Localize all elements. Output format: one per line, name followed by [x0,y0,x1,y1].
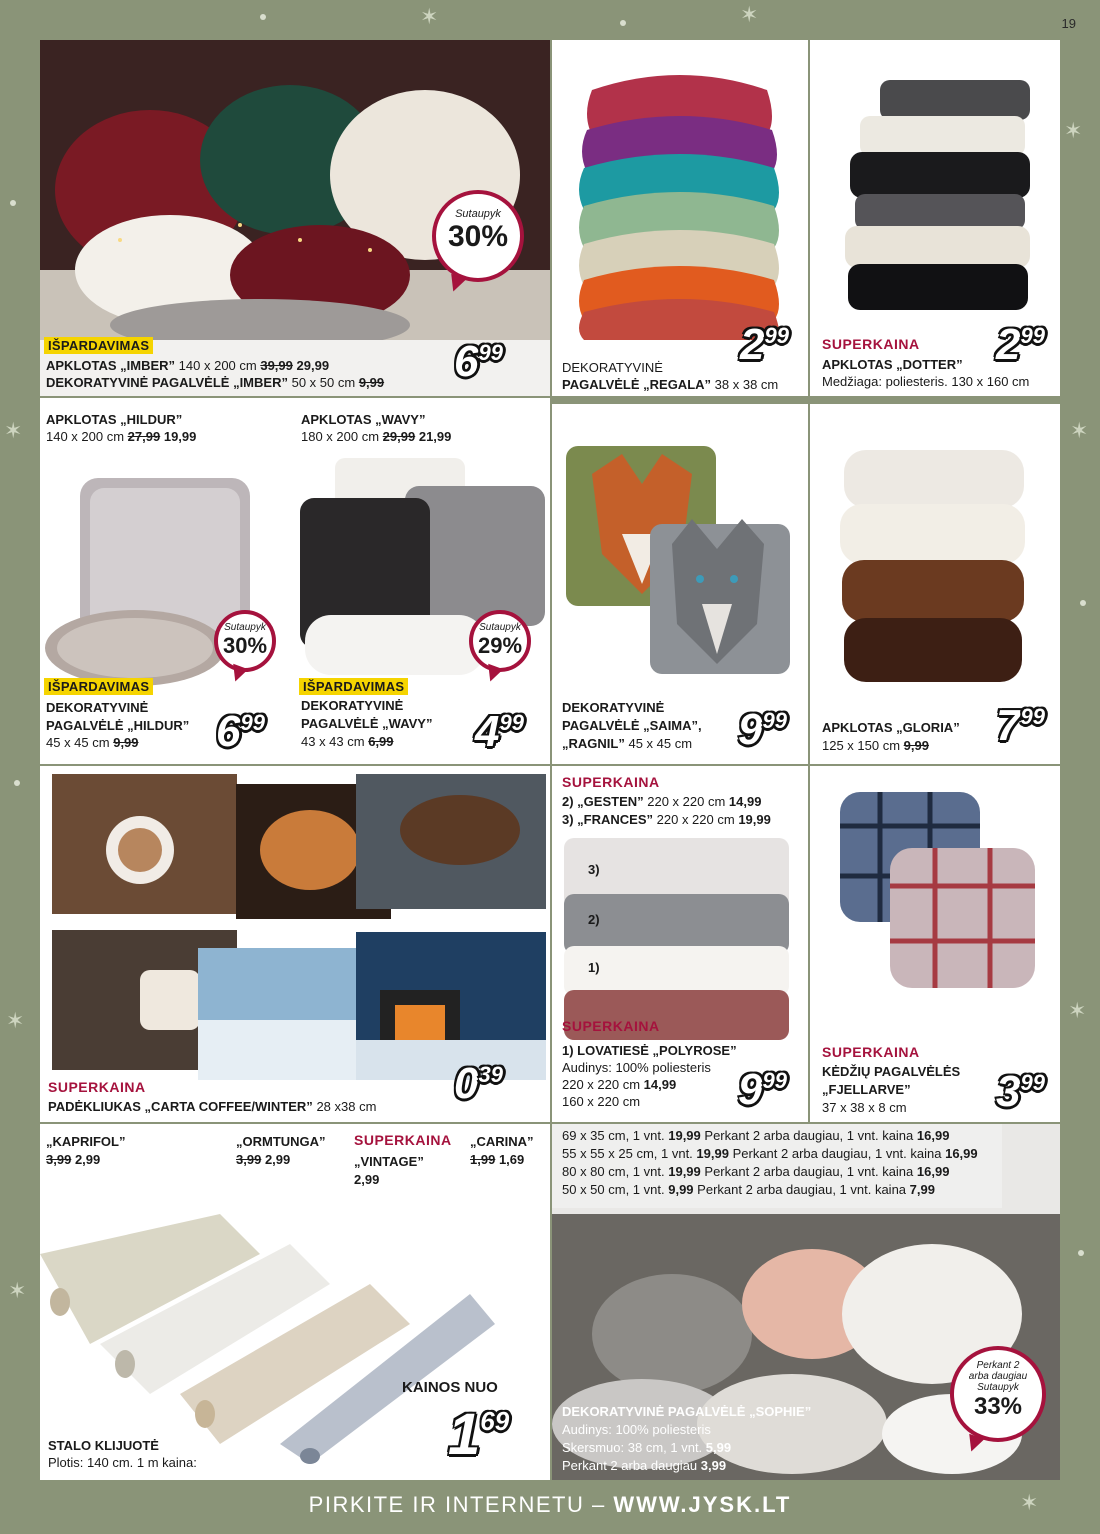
regala-panel[interactable] [552,40,808,396]
superkaina-label: SUPERKAINA [354,1132,452,1148]
new-price: 19,99 [163,429,197,444]
gesten-line [562,794,761,810]
tablecloth-price [448,1402,510,1467]
kaprifol-name [46,1134,125,1150]
price-integer: 6 [454,337,479,386]
hildur-line1 [46,700,148,716]
product-size: 80 x 80 cm, 1 vnt. [562,1164,665,1179]
polyrose-name [562,1043,737,1059]
imber-price [454,337,503,386]
vintage-name [354,1154,424,1170]
price-integer: 9 [738,1065,763,1114]
product-name: „ORMTUNGA” [236,1134,326,1149]
star-icon: ✶ [1070,418,1089,443]
price-integer: 4 [475,707,500,756]
dot-decoration [14,780,20,786]
badge-percent: 33% [973,1393,1023,1420]
hildur-top-price [46,429,196,445]
tablecloth-title [48,1438,159,1454]
product-size: 140 x 200 cm [46,429,125,444]
carta-name [48,1099,468,1115]
product-name: PAGALVĖLĖ „HILDUR” [46,718,190,733]
product-size: 69 x 35 cm, 1 vnt. [562,1128,665,1143]
saima-line1 [562,700,664,716]
price-decimal: 99 [1020,323,1045,348]
offer-price: 16,99 [916,1164,950,1179]
dotter-name [822,357,963,373]
offer-price: 7,99 [909,1182,935,1197]
product-price: 14,99 [643,1077,677,1092]
old-price: 3,99 [236,1152,262,1167]
old-price: 1,99 [470,1152,496,1167]
old-price: 9,99 [903,738,929,753]
imber-panel[interactable] [40,40,550,396]
dot-decoration [620,20,626,26]
product-name: „KAPRIFOL” [46,1134,126,1149]
saima-line2 [562,718,702,734]
product-name: PAGALVĖLĖ „SAIMA”, [562,718,702,733]
superkaina-label: SUPERKAINA [822,1044,920,1060]
badge-prefix: Sutaupyk [479,622,521,633]
dotter-panel[interactable] [810,40,1060,396]
new-price: 1,69 [498,1152,525,1167]
fjellarve-size: 37 x 38 x 8 cm [822,1100,907,1115]
badge-line: Perkant 2 [976,1360,1020,1371]
price-decimal: 99 [478,340,503,365]
old-price: 39,99 [260,358,293,373]
sale-tag: IŠPARDAVIMAS [299,678,408,695]
offer-price: 16,99 [916,1128,950,1143]
price-decimal: 99 [499,710,524,735]
ormtunga-name [236,1134,326,1150]
carina-price [470,1152,524,1168]
wavy-discount-badge [469,610,531,672]
product-line: KĖDŽIŲ PAGALVĖLĖS [822,1064,961,1079]
superkaina-label: SUPERKAINA [822,336,920,352]
star-icon: ✶ [4,418,23,443]
imber-line2 [46,375,486,391]
sophie-name [562,1404,811,1420]
price-integer: 2 [996,320,1021,369]
sophie-discount-badge [950,1346,1046,1442]
regala-line1: DEKORATYVINĖ [562,360,663,375]
product-name: „FJELLARVE” [822,1082,911,1097]
imber-line1 [46,358,466,374]
product-name: APKLOTAS „HILDUR” [46,412,183,427]
price-integer: 9 [738,705,763,754]
polyrose-panel[interactable] [552,766,808,1122]
old-price: 27,99 [127,429,161,444]
variant-marker: 2) [588,912,600,927]
page-number: 19 [1061,16,1076,31]
fjellarve-panel[interactable] [810,766,1060,1122]
product-size: 45 x 45 cm [628,736,693,751]
star-icon: ✶ [6,1008,25,1033]
product-name: STALO KLIJUOTĖ [48,1438,159,1453]
polyrose-price [738,1065,787,1114]
tablecloth-desc: Plotis: 140 cm. 1 m kaina: [48,1455,197,1470]
regala-product-image [552,40,808,340]
offer-text: Perkant 2 arba daugiau, 1 vnt. kaina [704,1164,914,1179]
fjellarve-line2 [822,1082,911,1098]
product-name: APKLOTAS „GLORIA” [822,720,960,735]
hildur-price [216,707,265,756]
polyrose-size2: 160 x 220 cm [562,1094,641,1109]
carta-price [454,1059,503,1108]
product-size: 50 x 50 cm, 1 vnt. [562,1182,665,1197]
price-decimal: 99 [240,710,265,735]
badge-prefix: Sutaupyk [224,622,266,633]
price-decimal: 99 [1020,1070,1045,1095]
old-price: 9,99 [358,375,385,390]
variant-marker: 1) [588,960,600,975]
product-name: APKLOTAS „IMBER” [46,358,176,373]
saima-product-image [552,414,808,694]
sophie-panel[interactable] [552,1124,1060,1480]
prices-from-label: KAINOS NUO [402,1379,498,1396]
star-icon: ✶ [740,2,759,27]
footer-link[interactable]: WWW.JYSK.LT [613,1492,792,1517]
price-integer: 3 [996,1067,1021,1116]
hildur-size [46,735,139,751]
offer-price: 16,99 [945,1146,978,1161]
offer-price: 3,99 [700,1458,727,1473]
product-size: 45 x 45 cm [46,735,110,750]
product-name: APKLOTAS „WAVY” [301,412,426,427]
product-size: 50 x 50 cm [291,375,356,390]
vintage-price [354,1172,379,1188]
star-icon: ✶ [1068,998,1087,1023]
badge-percent: 29% [477,633,523,658]
fjellarve-product-image [810,776,1060,1036]
price-decimal: 39 [478,1062,503,1087]
hildur-top-name [46,412,182,428]
star-icon: ✶ [420,4,439,29]
price-decimal: 99 [764,323,789,348]
frances-line [562,812,771,828]
product-name: DEKORATYVINĖ PAGALVĖLĖ „IMBER” [46,375,288,390]
product-name: „RAGNIL” [562,736,625,751]
gloria-panel[interactable] [810,404,1060,764]
dot-decoration [1080,600,1086,606]
sophie-fabric: Audinys: 100% poliesteris [562,1422,711,1437]
wavy-size [301,734,394,750]
price-decimal: 69 [480,1406,510,1436]
carta-product-image [40,770,550,1080]
product-line: DEKORATYVINĖ [46,700,149,715]
sophie-price-row [562,1182,935,1198]
price-integer: 7 [996,701,1021,750]
price-decimal: 99 [1020,704,1045,729]
dotter-desc: Medžiaga: poliesteris. 130 x 160 cm [822,374,1030,389]
price-integer: 0 [454,1059,479,1108]
product-size: 180 x 200 cm [301,429,380,444]
new-price: 2,99 [264,1152,291,1167]
variant-marker: 3) [588,862,600,877]
price-integer: 2 [740,320,765,369]
badge-percent: 30% [447,220,509,253]
superkaina-label: SUPERKAINA [562,1018,660,1034]
product-name: PAGALVĖLĖ „REGALA” [562,377,712,392]
price-decimal: 99 [762,708,787,733]
wavy-top-price [301,429,451,445]
wavy-top-name [301,412,425,428]
product-name: 1) LOVATIESĖ „POLYROSE” [562,1043,737,1058]
sale-tag: IŠPARDAVIMAS [44,337,153,354]
regala-line2 [562,377,808,393]
sophie-offer [562,1458,726,1474]
ormtunga-price [236,1152,290,1168]
sale-tag: IŠPARDAVIMAS [44,678,153,695]
dot-decoration [10,200,16,206]
gloria-product-image [810,434,1060,714]
product-size: 55 x 55 x 25 cm, 1 vnt. [562,1146,693,1161]
offer-text: Perkant 2 arba daugiau, 1 vnt. kaina [697,1182,907,1197]
badge-prefix: Sutaupyk [455,208,501,220]
product-size: 43 x 43 cm [301,734,365,749]
product-size: 220 x 220 cm [656,812,735,827]
old-price: 6,99 [368,734,394,749]
polyrose-size1 [562,1077,676,1093]
old-price: 3,99 [46,1152,72,1167]
sophie-diameter [562,1440,731,1456]
product-line: DEKORATYVINĖ [301,698,404,713]
superkaina-label: SUPERKAINA [562,774,660,790]
product-name: 2) „GESTEN” [562,794,644,809]
hildur-line2 [46,718,189,734]
imber-discount-badge [432,190,524,282]
new-price: 29,99 [296,358,330,373]
product-size: 220 x 220 cm [647,794,726,809]
wavy-line2 [301,716,432,732]
footer-text: PIRKITE IR INTERNETU – [308,1492,614,1517]
product-price: 19,99 [696,1146,729,1161]
price-integer: 1 [448,1402,481,1467]
dot-decoration [260,14,266,20]
product-price: 14,99 [728,794,762,809]
star-icon: ✶ [1020,1490,1039,1515]
kaprifol-price [46,1152,100,1168]
product-size: 125 x 150 cm [822,738,901,753]
product-name: „VINTAGE” [354,1154,424,1169]
new-price: 21,99 [418,429,452,444]
product-price: 19,99 [738,812,771,827]
fjellarve-line1 [822,1064,960,1080]
saima-line3 [562,736,692,752]
carta-panel[interactable] [40,766,550,1122]
product-name: 3) „FRANCES” [562,812,654,827]
product-name: APKLOTAS „DOTTER” [822,357,963,372]
dot-decoration [1078,1250,1084,1256]
product-name: DEKORATYVINĖ PAGALVĖLĖ „SOPHIE” [562,1404,812,1419]
product-size: Skersmuo: 38 cm, 1 vnt. [562,1440,703,1455]
superkaina-label: SUPERKAINA [48,1079,146,1095]
product-price: 5,99 [705,1440,732,1455]
star-icon: ✶ [8,1278,27,1303]
gloria-size [822,738,929,754]
wavy-price [475,707,524,756]
old-price: 29,99 [382,429,416,444]
product-line: DEKORATYVINĖ [562,700,665,715]
old-price: 9,99 [113,735,139,750]
regala-price [740,320,789,369]
wavy-panel[interactable] [295,398,550,764]
gloria-price [996,701,1045,750]
product-name: PAGALVĖLĖ „WAVY” [301,716,433,731]
badge-percent: 30% [222,633,268,658]
saima-panel[interactable] [552,404,808,764]
polyrose-fabric: Audinys: 100% poliesteris [562,1060,711,1075]
product-price: 2,99 [354,1172,380,1187]
product-name: „CARINA” [470,1134,534,1149]
product-price: 19,99 [668,1128,701,1143]
product-price: 9,99 [668,1182,694,1197]
carina-name [470,1134,534,1150]
product-size: 140 x 200 cm [178,358,257,373]
product-price: 19,99 [668,1164,701,1179]
saima-price [738,705,787,754]
product-size: 28 x38 cm [316,1099,377,1114]
wavy-line1 [301,698,403,714]
offer-text: Perkant 2 arba daugiau, 1 vnt. kaina [732,1146,942,1161]
sophie-price-row [562,1128,949,1144]
offer-text: Perkant 2 arba daugiau [562,1458,698,1473]
hildur-discount-badge [214,610,276,672]
badge-prefix: Sutaupyk [977,1382,1019,1393]
dotter-price [996,320,1045,369]
hildur-panel[interactable] [40,398,295,764]
price-decimal: 99 [762,1068,787,1093]
offer-text: Perkant 2 arba daugiau, 1 vnt. kaina [704,1128,914,1143]
product-size: 220 x 220 cm [562,1077,641,1092]
badge-line: arba daugiau [968,1371,1028,1382]
new-price: 2,99 [74,1152,101,1167]
footer [0,1488,1100,1534]
product-name: PADĖKLIUKAS „CARTA COFFEE/WINTER” [48,1099,313,1114]
gloria-name [822,720,960,736]
star-icon: ✶ [1064,118,1083,143]
dotter-product-image [810,40,1060,330]
product-size: 38 x 38 cm [714,377,779,392]
sophie-price-row [562,1146,978,1162]
price-integer: 6 [216,707,241,756]
fjellarve-price [996,1067,1045,1116]
sophie-price-row [562,1164,949,1180]
tablecloth-panel[interactable] [40,1124,550,1480]
